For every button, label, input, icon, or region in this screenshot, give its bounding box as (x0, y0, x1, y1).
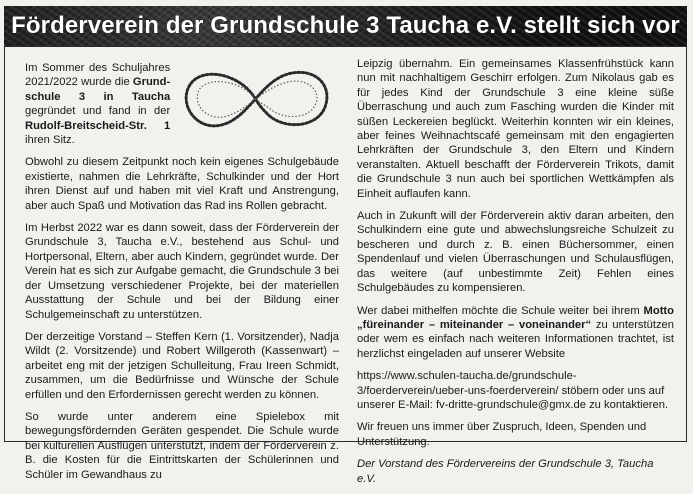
intro-text-3: ihren Sitz. (25, 134, 75, 147)
paragraph-left-1: Obwohl zu diesem Zeitpunkt noch kein eigenes Schulgebäude existierte, nahmen die Lehrkräfte, Schulkinder und der Hort ihren Dienst auf und haben mit viel Kraft und Anstrengung, aber auch Spaß und Motivation das Rad ins Rollen gebracht. (25, 156, 339, 212)
infinity-handprint-logo (172, 55, 339, 143)
signature-paragraph (357, 457, 674, 486)
paragraph-right-5: Wir freuen uns immer über Zuspruch, Ideen, Spenden und Unterstützung. (357, 421, 647, 448)
paragraph-right-4: https://www.schulen-taucha.de/grundschule-3/foerderverein/ueber-uns-foerderverein/ stöbern oder uns auf unserer E-Mail: fv-dritte-grundschule@gmx.de zu kontaktieren. (357, 370, 669, 411)
paragraph-left-4: So wurde unter anderem eine Spielebox mit bewegungsfördernden Geräten gespendet. Die Schule wurde bei kulturellen Ausflügen unterstützt, indem der Förderverein z. B. die Kosten für die Eintrittskarten der Schülerinnen und Schüler im Gewandhaus zu (25, 410, 339, 481)
headline-banner (4, 6, 687, 46)
paragraph-left-3: Der derzeitige Vorstand – Steffen Kern (1. Vorsitzender), Nadja Wildt (2. Vorsitzende) und Robert Willgeroth (Kassenwart) – arbeitet eng mit der jetzigen Schulleitung, Frau Ireen Schmidt, zusammen, um die Bedürfnisse und Wünsche der Schule erfüllen und den Erfordernissen gerecht werden zu können. (25, 330, 339, 401)
headline: Förderverein der Grundschule 3 Taucha e.V. stellt sich vor (11, 12, 680, 39)
paragraph-right-2: Auch in Zukunft will der Förderverein aktiv daran arbeiten, den Schulkindern eine gute und abwechslungsreiche Schulzeit zu bescheren und durch z. B. einen Büchersommer, einen Spendenlauf und vielen Überraschungen und Schulausflügen, das weitere (auf unbestimmte Zeit) Fehlen eines Schulgebäudes zu kompensieren. (357, 210, 674, 295)
intro-paragraph (25, 61, 170, 147)
right-column (357, 57, 674, 494)
intro-row (25, 61, 339, 155)
cta-text-1: Wer dabei mithelfen möchte die Schule weiter bei ihrem (357, 304, 644, 317)
paragraph-right-3 (357, 304, 674, 362)
intro-bold-1: Grundschule 3 in Taucha (25, 76, 171, 103)
paragraph-left-2: Im Herbst 2022 war es dann soweit, dass der Förderverein der Grundschule 3, Taucha e.V., bestehend aus Schul- und Hortpersonal, Eltern, aber auch Kindern, gegründet wurde. Der Verein hat es sich zur Aufgabe gemacht, die Grundschule 3 bei der Umsetzung verschiedener Projekte, bei der materiellen Ausstattung der Schule und bei der Bildung einer Schulgemeinschaft zu unterstützen. (25, 222, 339, 321)
signature: Der Vorstand des Fördervereins der Grundschule 3, Taucha e.V. (357, 458, 654, 485)
intro-text-2: gegründet und fand in der (25, 105, 171, 118)
left-column (25, 61, 339, 490)
motto: Motto „füreinander – miteinander – voneinander“ (357, 304, 674, 331)
article-frame (4, 46, 687, 485)
paragraph-right-1: Leipzig übernahm. Ein gemeinsames Klassenfrühstück kann nun mit nachhaltigem Geschirr erfolgen. Zum Nikolaus gab es für jedes Kind der Grundschule 3 eine kleine süße Überraschung und auch zum Fasching wurden die Kinder mit süßen Leckereien beglückt. Weiterhin konnten wir ein kleines, aber feines Weihnachtscafé gemeinsam mit den engagierten Lehrkräften der Grundschule 3, den Eltern und Kindern veranstalten. Aktuell beschafft der Förderverein Trikots, damit die Grundschule 3 nun auch bei sportlichen Wettkämpfen als Einheit auflaufen kann. (357, 58, 674, 200)
intro-text-1: Im Sommer des Schuljahres 2021/2022 wurde die (25, 62, 171, 89)
cta-text-2: zu unterstützen oder wem es einfach nach weiteren Informationen trachtet, ist herzlichst eingeladen auf unserer Website (357, 318, 674, 360)
intro-bold-2: Rudolf-Breitscheid-Str. 1 (25, 119, 171, 132)
